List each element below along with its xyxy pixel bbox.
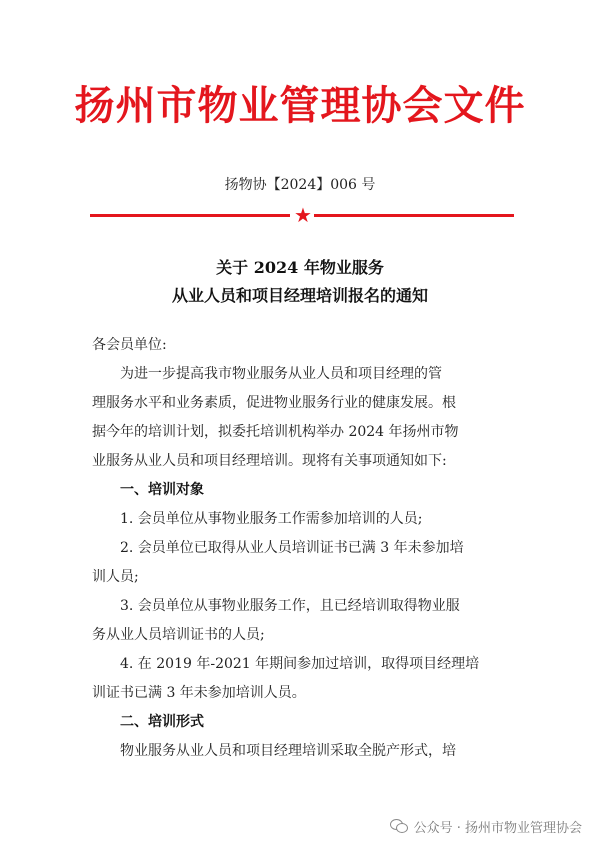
document-header-title: 扬州市物业管理协会文件 bbox=[74, 83, 526, 129]
intro-line-1: 为进一步提高我市物业服务从业人员和项目经理的管 bbox=[120, 366, 442, 382]
watermark-text: 公众号 · 扬州市物业管理协会 bbox=[413, 820, 582, 836]
list-item-3-line2: 务从业人员培训证书的人员; bbox=[92, 627, 265, 643]
header-divider bbox=[90, 203, 514, 227]
notice-title-line1: 关于 2024 年物业服务 bbox=[216, 258, 384, 277]
list-item-2-line1: 2. 会员单位已取得从业人员培训证书已满 3 年未参加培 bbox=[120, 540, 464, 556]
section1-heading: 一、培训对象 bbox=[120, 482, 204, 498]
star-icon: ★ bbox=[294, 203, 312, 227]
divider-line-right bbox=[314, 214, 514, 217]
intro-line-4: 业服务从业人员和项目经理培训。现将有关事项通知如下: bbox=[92, 453, 447, 469]
divider-line-left bbox=[90, 214, 290, 217]
section2-heading: 二、培训形式 bbox=[120, 714, 204, 730]
notice-title-line2: 从业人员和项目经理培训报名的通知 bbox=[171, 286, 428, 305]
intro-line-3: 据今年的培训计划，拟委托培训机构举办 2024 年扬州市物 bbox=[92, 424, 459, 440]
wechat-icon bbox=[390, 818, 408, 834]
account-watermark bbox=[390, 814, 582, 838]
document-number: 扬物协【2024】006 号 bbox=[224, 177, 376, 193]
list-item-4-line2: 训证书已满 3 年未参加培训人员。 bbox=[92, 685, 306, 701]
list-item-1: 1. 会员单位从事物业服务工作需参加培训的人员; bbox=[120, 511, 423, 527]
intro-line-2: 理服务水平和业务素质，促进物业服务行业的健康发展。根 bbox=[92, 395, 456, 411]
list-item-4-line1: 4. 在 2019 年-2021 年期间参加过培训，取得项目经理培 bbox=[120, 656, 480, 672]
list-item-2-line2: 训人员; bbox=[92, 569, 139, 585]
section2-line-1: 物业服务从业人员和项目经理培训采取全脱产形式，培 bbox=[120, 743, 456, 759]
salutation: 各会员单位: bbox=[92, 337, 167, 353]
list-item-3-line1: 3. 会员单位从事物业服务工作，且已经培训取得物业服 bbox=[120, 598, 460, 614]
